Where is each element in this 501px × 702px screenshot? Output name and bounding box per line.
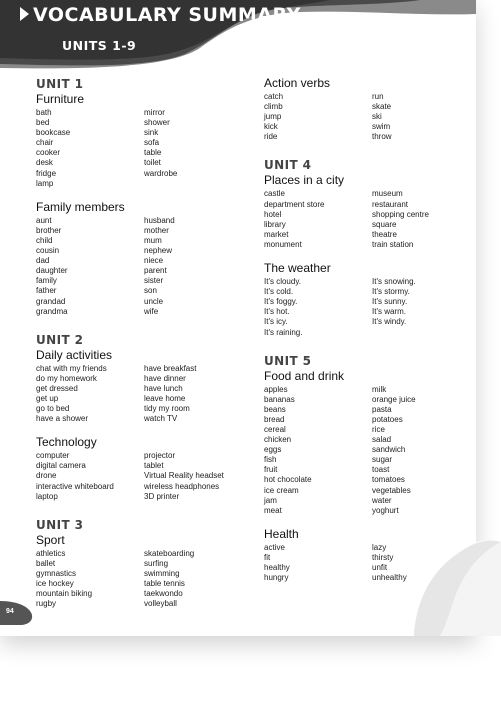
vocab-word: leave home (144, 393, 186, 403)
word-list-action-verbs (264, 92, 464, 142)
vocab-word: aunt (36, 215, 52, 225)
word-list-furniture (36, 108, 246, 189)
vocab-word: family (36, 276, 57, 286)
vocab-word: healthy (264, 563, 290, 572)
vocab-word: It's cold. (264, 287, 294, 297)
vocab-word: mother (144, 225, 169, 235)
vocab-word: hot chocolate (264, 475, 312, 485)
category-heading-the-weather: The weather (264, 261, 331, 276)
vocab-word: milk (372, 384, 387, 394)
vocab-word: salad (372, 435, 392, 445)
triangle-icon (20, 7, 29, 21)
vocab-word: eggs (264, 445, 282, 455)
vocab-word: mountain biking (36, 589, 93, 599)
vocab-word: have breakfast (144, 363, 197, 373)
vocab-word: have lunch (144, 383, 183, 393)
vocab-word: toilet (144, 158, 161, 168)
vocab-word: castle (264, 189, 285, 199)
vocab-word: fit (264, 552, 271, 562)
category-heading-family-members: Family members (36, 199, 125, 214)
vocab-word: gymnastics (36, 568, 77, 578)
vocab-word: father (36, 286, 57, 296)
vocab-word: hungry (264, 573, 289, 583)
vocab-word: son (144, 286, 157, 296)
vocab-word: market (264, 229, 289, 239)
vocab-word: sofa (144, 138, 160, 148)
category-heading-action-verbs: Action verbs (264, 76, 331, 90)
vocab-word (144, 179, 246, 189)
vocab-word: desk (36, 158, 53, 168)
vocab-word: climb (264, 102, 283, 112)
vocab-word: wireless headphones (144, 481, 220, 491)
category-heading-daily-activities: Daily activities (36, 347, 113, 362)
vocab-word: wardrobe (144, 168, 178, 178)
vocab-word: apples (264, 384, 288, 394)
vocab-word: shopping centre (372, 209, 429, 219)
word-list-sport (36, 549, 246, 610)
page-subtitle: UNITS 1-9 (62, 38, 137, 53)
vocab-word: wife (144, 306, 159, 316)
vocab-word: lazy (372, 542, 387, 552)
vocab-word: lamp (36, 178, 54, 188)
unit-heading: UNIT 4 (264, 158, 312, 173)
vocab-word: pasta (372, 404, 392, 414)
vocab-word: It's icy. (264, 317, 288, 327)
vocab-word: restaurant (372, 199, 409, 209)
vocab-word: rugby (36, 599, 57, 609)
vocab-word: orange juice (372, 394, 416, 404)
vocab-word: brother (36, 225, 62, 235)
vocab-word: fish (264, 455, 277, 465)
vocab-word: mirror (144, 108, 165, 117)
word-list-food-and-drink (264, 385, 464, 516)
vocab-word: It's stormy. (372, 287, 410, 297)
vocab-word: husband (144, 215, 175, 225)
vocab-word: sister (144, 276, 164, 286)
vocab-word: interactive whiteboard (36, 481, 114, 491)
vocab-word: potatoes (372, 414, 403, 424)
word-list-daily-activities (36, 364, 246, 425)
vocab-word: get up (36, 393, 59, 403)
category-heading-sport: Sport (36, 532, 65, 547)
page-title (20, 4, 301, 26)
vocab-word: square (372, 219, 397, 229)
vocab-word: cooker (36, 148, 61, 158)
vocab-word: have dinner (144, 373, 186, 383)
page-curl (414, 540, 501, 636)
vocab-word: It's cloudy. (264, 277, 301, 287)
vocab-word: cereal (264, 424, 286, 434)
vocab-word: beans (264, 404, 286, 414)
vocab-word: daughter (36, 266, 68, 276)
vocab-word: parent (144, 266, 167, 276)
vocab-word: It's sunny. (372, 297, 408, 307)
vocab-word: get dressed (36, 383, 78, 393)
vocab-word: shower (144, 118, 170, 128)
vocab-word: tablet (144, 461, 164, 471)
vocab-word: It's warm. (372, 307, 406, 317)
category-heading-technology: Technology (36, 435, 97, 450)
vocab-word: thirsty (372, 552, 394, 562)
left-column (36, 75, 246, 609)
vocab-word (372, 328, 464, 338)
page-number: 94 (6, 608, 14, 615)
vocab-word: throw (372, 132, 392, 142)
vocab-word: fridge (36, 168, 57, 178)
vocab-word: sink (144, 128, 159, 138)
vocab-word: grandma (36, 306, 68, 316)
vocab-word: table tennis (144, 579, 185, 588)
vocab-word: computer (36, 451, 70, 461)
vocab-word: hotel (264, 209, 282, 219)
vocab-word: grandad (36, 296, 66, 306)
vocab-word: skateboarding (144, 548, 195, 558)
category-heading-health: Health (264, 526, 299, 541)
vocab-word: It's windy. (372, 317, 407, 327)
vocab-word: bath (36, 108, 52, 117)
vocab-word: athletics (36, 548, 66, 558)
vocab-word: catch (264, 92, 284, 101)
vocab-word: tomatoes (372, 475, 405, 485)
vocab-word: jump (264, 112, 282, 122)
vocab-word: It's snowing. (372, 277, 416, 287)
vocab-word: It's hot. (264, 307, 290, 317)
vocab-word: nephew (144, 246, 173, 256)
vocab-word: library (264, 219, 286, 229)
vocab-word: digital camera (36, 461, 86, 471)
vocab-word: ballet (36, 558, 56, 568)
right-column (264, 75, 464, 583)
word-list-family-members (36, 216, 246, 317)
vocab-word: water (372, 495, 392, 505)
vocab-word: table (144, 148, 162, 158)
unit-heading: UNIT 1 (36, 77, 84, 91)
category-heading-food-and-drink: Food and drink (264, 368, 345, 383)
category-heading-furniture: Furniture (36, 92, 85, 106)
vocab-word: cousin (36, 246, 60, 256)
vocab-word: laptop (36, 491, 58, 501)
word-list-the-weather (264, 277, 464, 338)
vocab-word: bookcase (36, 128, 71, 138)
vocab-word: sandwich (372, 445, 406, 455)
vocab-word: active (264, 542, 285, 552)
vocab-word: It's raining. (264, 327, 303, 337)
vocab-word: swimming (144, 568, 180, 578)
vocab-word: unhealthy (372, 573, 407, 583)
vocab-word: theatre (372, 229, 397, 239)
vocab-word: projector (144, 451, 176, 461)
vocab-word: ski (372, 112, 382, 122)
vocab-word: surfing (144, 558, 169, 568)
vocab-word: go to bed (36, 404, 70, 414)
vocab-word: 3D printer (144, 491, 180, 501)
vocab-word: yoghurt (372, 505, 399, 515)
vocab-word: bread (264, 414, 285, 424)
vocab-word: mum (144, 235, 162, 245)
vocab-word: ice cream (264, 485, 299, 495)
vocab-word: vegetables (372, 485, 411, 495)
vocab-word: taekwondo (144, 589, 183, 599)
vocab-word: unfit (372, 563, 388, 572)
vocab-word: jam (264, 495, 277, 505)
vocab-word: kick (264, 122, 278, 132)
vocab-word: fruit (264, 465, 278, 475)
vocab-word: monument (264, 239, 302, 249)
vocab-word: ride (264, 132, 278, 142)
vocab-word: uncle (144, 296, 164, 306)
vocab-word: train station (372, 239, 414, 249)
vocab-word: meat (264, 505, 282, 515)
vocab-word: museum (372, 189, 403, 199)
vocab-word: chicken (264, 435, 292, 445)
vocab-word: have a shower (36, 414, 89, 424)
vocab-word: do my homework (36, 373, 97, 383)
vocab-word: chat with my friends (36, 363, 107, 373)
vocab-word: bananas (264, 394, 295, 404)
unit-heading: UNIT 2 (36, 332, 84, 347)
vocab-word: watch TV (144, 414, 178, 424)
unit-heading: UNIT 5 (264, 353, 312, 368)
vocab-word: sugar (372, 455, 393, 465)
vocab-word: ice hockey (36, 579, 74, 588)
vocab-word: dad (36, 256, 50, 266)
vocab-word: run (372, 92, 384, 101)
vocab-word: volleyball (144, 599, 177, 609)
vocab-word: rice (372, 424, 385, 434)
vocab-word: toast (372, 465, 390, 475)
vocab-word: niece (144, 256, 164, 266)
vocab-word: bed (36, 118, 50, 128)
unit-heading: UNIT 3 (36, 517, 84, 532)
vocab-word: skate (372, 102, 392, 112)
vocab-word: It's foggy. (264, 297, 298, 307)
vocab-word: chair (36, 138, 54, 148)
page-title-text: VOCABULARY SUMMARY (33, 4, 301, 26)
vocab-word: Virtual Reality headset (144, 471, 224, 481)
vocab-word: child (36, 235, 53, 245)
vocab-word: department store (264, 199, 325, 209)
word-list-technology (36, 451, 246, 501)
vocab-word: tidy my room (144, 404, 190, 414)
vocab-word: drone (36, 471, 57, 481)
category-heading-places-in-a-city: Places in a city (264, 173, 345, 188)
vocab-word: swim (372, 122, 391, 132)
word-list-places-in-a-city (264, 189, 464, 250)
